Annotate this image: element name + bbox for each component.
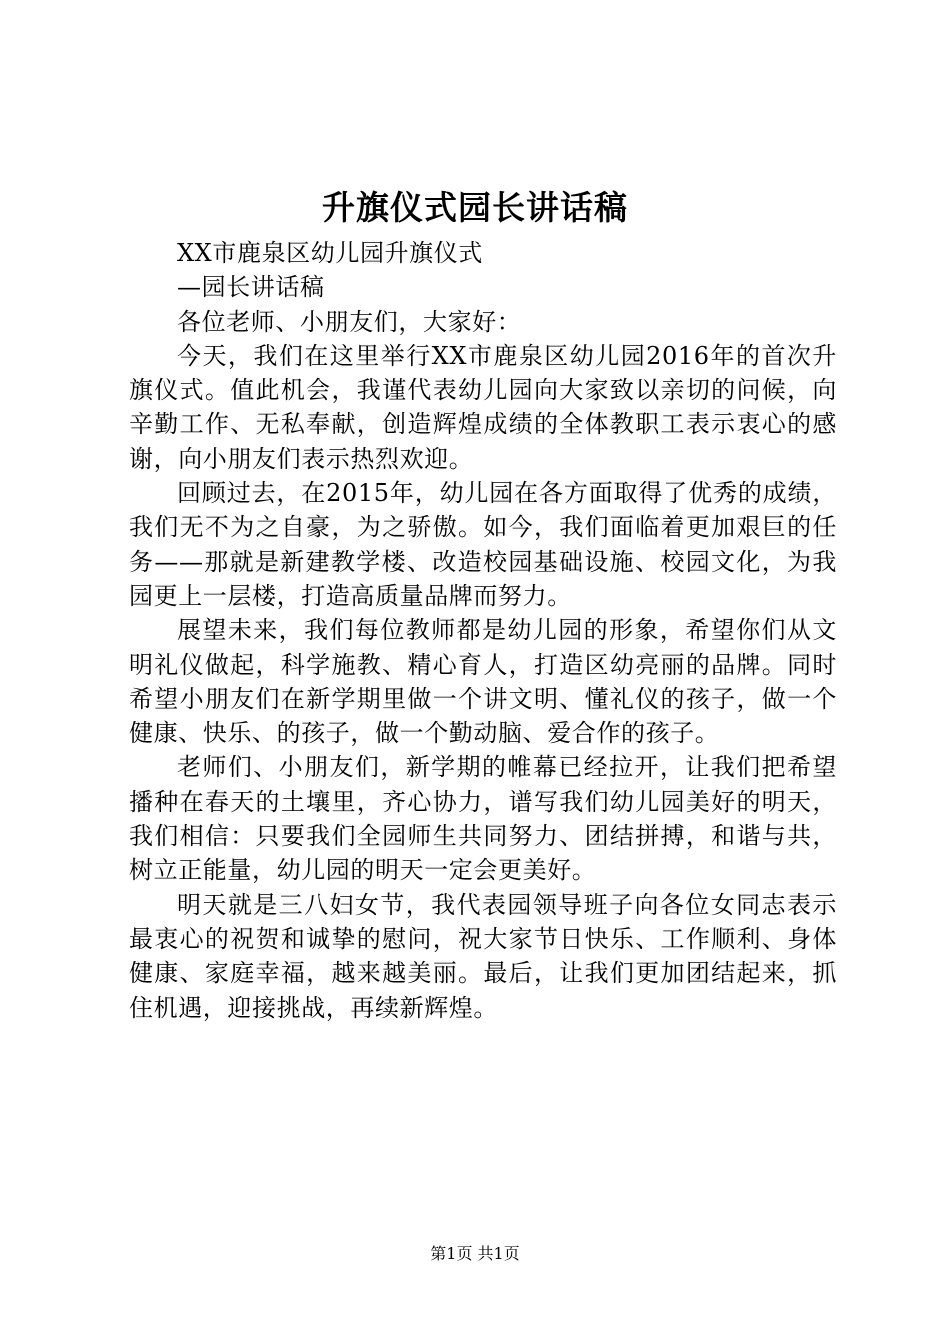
paragraph-speaker: —园长讲话稿 xyxy=(177,273,325,302)
page-number-footer: 第1页 共1页 xyxy=(430,1244,520,1263)
paragraph-closing: 明天就是三八妇女节，我代表园领导班子向各位女同志表示最衷心的祝贺和诚挚的慰问，祝大家节日快乐、工作顺利、身体健康、家庭幸福，越来越美丽。最后，让我们更加团结起来，抓住机遇，迎接挑战，再续新辉煌。 xyxy=(129,890,837,1022)
paragraph-opening: 今天，我们在这里举行XX市鹿泉区幼儿园2016年的首次升旗仪式。值此机会，我谨代表幼儿园向大家致以亲切的问候，向辛勤工作、无私奉献，创造辉煌成绩的全体教职工表示衷心的感谢，向小朋友们表示热烈欢迎。 xyxy=(129,341,837,473)
paragraph-subtitle: XX市鹿泉区幼儿园升旗仪式 xyxy=(177,239,483,267)
paragraph-outlook: 展望未来，我们每位教师都是幼儿园的形象，希望你们从文明礼仪做起，科学施教、精心育人，打造区幼亮丽的品牌。同时希望小朋友们在新学期里做一个讲文明、懂礼仪的孩子，做一个健康、快乐、的孩子，做一个勤动脑、爱合作的孩子。 xyxy=(129,616,837,748)
document-title: 升旗仪式园长讲话稿 xyxy=(322,188,628,227)
paragraph-greeting: 各位老师、小朋友们，大家好： xyxy=(177,307,522,336)
document-body xyxy=(129,236,837,1025)
paragraph-review: 回顾过去，在2015年，幼儿园在各方面取得了优秀的成绩，我们无不为之自豪，为之骄傲。如今，我们面临着更加艰巨的任务——那就是新建教学楼、改造校园基础设施、校园文化，为我园更上一层楼，打造高质量品牌而努力。 xyxy=(129,479,837,610)
paragraph-new-semester: 老师们、小朋友们，新学期的帷幕已经拉开，让我们把希望播种在春天的土壤里，齐心协力，谱写我们幼儿园美好的明天，我们相信：只要我们全园师生共同努力、团结拼搏，和谐与共，树立正能量，幼儿园的明天一定会更美好。 xyxy=(129,753,837,885)
